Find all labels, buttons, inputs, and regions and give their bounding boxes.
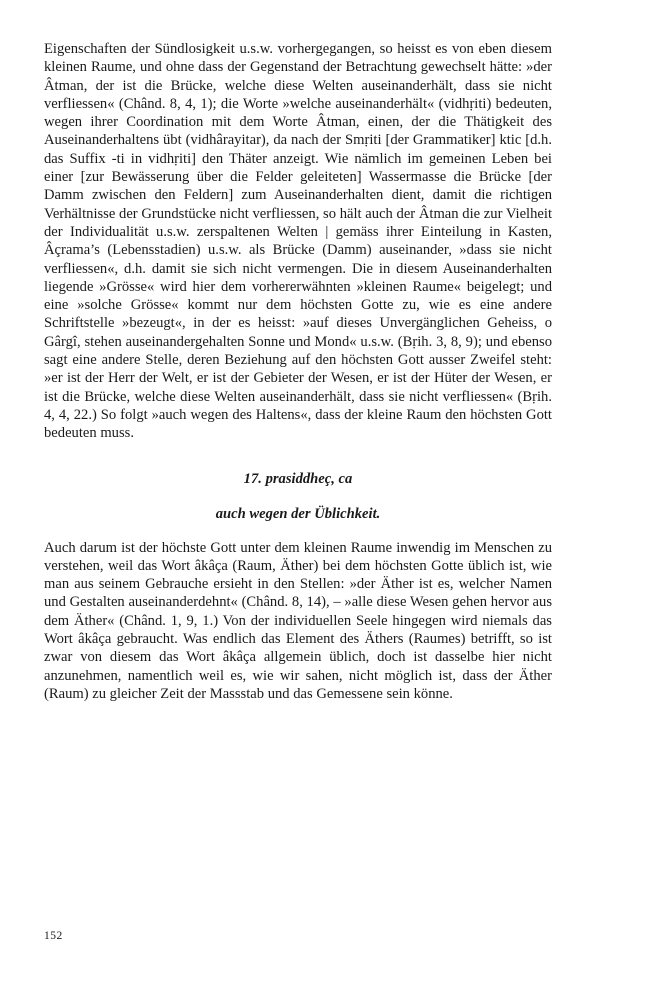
- sutra-translation: auch wegen der Üblichkeit.: [215, 505, 381, 522]
- sutra-heading: 17. prasiddheç, ca: [243, 470, 353, 487]
- commentary-paragraph: Auch darum ist der höchste Gott unter dem kleinen Raume inwendig im Menschen zu verstehen, weil das Wort âkâça (Raum, Äther) bei dem höchsten Gotte üblich ist, wie man aus seinem Gebrauche ersieht in den Stellen: »der Äther ist es, welcher Namen und Gestalten auseinanderdehnt« (Chând. 8, 14), – »alle diese Wesen gehen hervor aus dem Äther« (Chând. 1, 9, 1.) Von der individuellen Seele hingegen wird niemals das Wort âkâça gebraucht. Was endlich das Element des Äthers (Raumes) betrifft, so ist zwar von diesem das Wort âkâça allgemein üblich, doch ist dasselbe hier nicht anzunehmen, namentlich weil es, wie wir sahen, nicht möglich ist, dass der Äther (Raum) zu gleicher Zeit der Massstab und das Gemessene sein könne.: [44, 539, 552, 702]
- body-paragraph: Eigenschaften der Sündlosigkeit u.s.w. vorhergegangen, so heisst es von eben diesem kleinen Raume, und ohne dass der Gegenstand der Betrachtung gewechselt hätte: »der Âtman, der ist die Brücke, welche diese Welten auseinanderhält, dass sie nicht verfliessen« (Chând. 8, 4, 1); die Worte »welche auseinanderhält« (vidhṛiti) bedeuten, wegen ihrer Coordination mit dem Worte Âtman, einen, der die Thätigkeit des Auseinanderhaltens übt (vidhârayitar), da nach der Smṛiti [der Grammatiker] ktic [d.h. das Suffix -ti in vidhṛiti] den Thäter anzeigt. Wie nämlich im gemeinen Leben bei einer [zur Bewässerung über die Felder geleiteten] Wassermasse die Brücke [der Damm zwischen den Feldern] zum Auseinanderhalten dient, damit die richtigen Verhältnisse der Grundstücke nicht verfliessen, so hält auch der Âtman die zur Vielheit der Individualität u.s.w. zerspaltenen Welten | gemäss ihrer Einteilung in Kasten, Âçrama’s (Lebensstadien) u.s.w. als Brücke (Damm) auseinander, »dass sie nicht verfliessen«, d.h. damit sie sich nicht vermengen. Die in diesem Auseinanderhalten liegende »Grösse« wird hier dem vorhererwähnten »kleinen Raume« beigelegt; und eine »solche Grösse« kommt nur dem höchsten Gotte zu, wie es eine andere Schriftstelle »bezeugt«, in der es heisst: »auf dieses Unvergänglichen Geheiss, o Gârgî, stehen auseinandergehalten Sonne und Mond« u.s.w. (Bṛih. 3, 8, 9); und ebenso sagt eine andere Stelle, deren Beziehung auf den höchsten Gott ausser Zweifel steht: »er ist der Herr der Welt, er ist der Gebieter der Wesen, er ist der Hüter der Wesen, er ist die Brücke, welche diese Welten auseinanderhält, dass sie nicht verfliessen« (Bṛih. 4, 4, 22.) So folgt »auch wegen des Haltens«, dass der kleine Raum den höchsten Gott bedeuten muss.: [44, 41, 552, 442]
- page-body: [44, 40, 552, 703]
- page-number: 152: [44, 930, 63, 942]
